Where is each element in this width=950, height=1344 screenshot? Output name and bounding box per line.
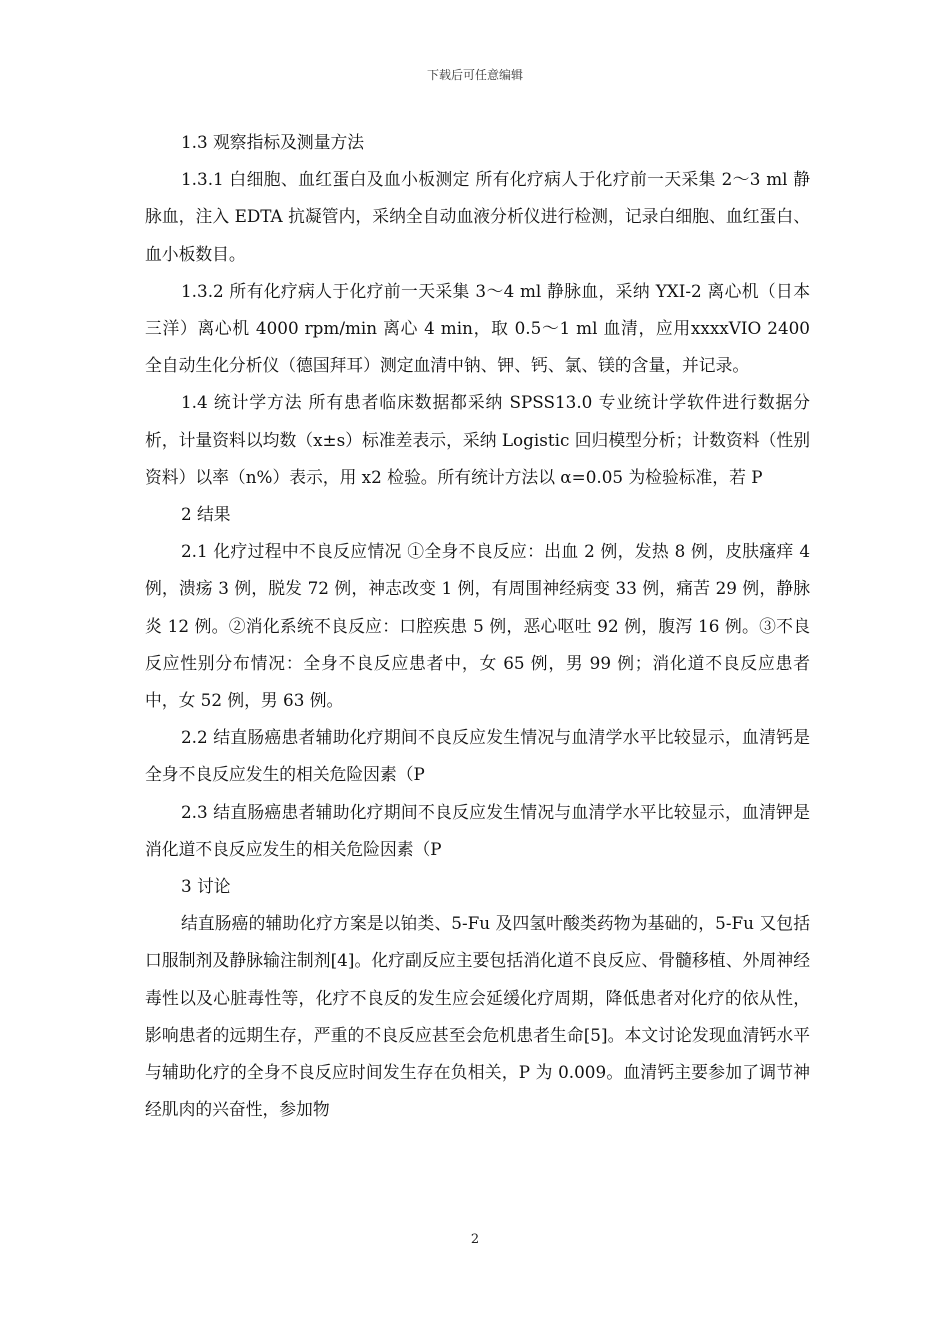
document-body [145,124,810,1128]
section-heading-3: 3 讨论 [181,876,231,897]
page-header: 下载后可任意编辑 [426,68,523,82]
paragraph-2-3: 2.3 结直肠癌患者辅助化疗期间不良反应发生情况与血清学水平比较显示，血清钾是消化道不良反应发生的相关危险因素（P [145,801,810,859]
paragraph-2-1: 2.1 化疗过程中不良反应情况 ①全身不良反应：出血 2 例，发热 8 例，皮肤瘙痒 4 例，溃疡 3 例，脱发 72 例，神志改变 1 例，有周围神经病变 33 例，痛苦 29 例，静脉炎 12 例。②消化系统不良反应：口腔疾患 5 例，恶心呕吐 92 例，腹泻 16 例。③不良反应性别分布情况：全身不良反应患者中，女 65 例，男 99 例；消化道不良反应患者中，女 52 例，男 63 例。 [145,541,810,711]
section-heading-1-3: 1.3 观察指标及测量方法 [181,132,365,152]
paragraph-1-3-1: 1.3.1 白细胞、血红蛋白及血小板测定 所有化疗病人于化疗前一天采集 2～3 ml 静脉血，注入 EDTA 抗凝管内，采纳全自动血液分析仪进行检测，记录白细胞、血红蛋白、血小板数目。 [145,169,810,264]
paragraph-1-3-2: 1.3.2 所有化疗病人于化疗前一天采集 3～4 ml 静脉血，采纳 YXI-2 离心机（日本三洋）离心机 4000 rpm/min 离心 4 min，取 0.5～1 ml 血清，应用xxxxVIO 2400 全自动生化分析仪（德国拜耳）测定血清中钠、钾、钙、氯、镁的含量，并记录。 [145,280,810,376]
paragraph-1-4: 1.4 统计学方法 所有患者临床数据都采纳 SPSS13.0 专业统计学软件进行数据分析，计量资料以均数（x±s）标准差表示，采纳 Logistic 回归模型分析；计数资料（性别资料）以率（n%）表示，用 x2 检验。所有统计方法以 α=0.05 为检验标准，若 P [145,392,810,487]
section-heading-2: 2 结果 [181,504,231,525]
paragraph-discussion: 结直肠癌的辅助化疗方案是以铂类、5-Fu 及四氢叶酸类药物为基础的，5-Fu 又包括口服制剂及静脉输注制剂[4]。化疗副反应主要包括消化道不良反应、骨髓移植、外周神经毒性以及心脏毒性等，化疗不良反的发生应会延缓化疗周期，降低患者对化疗的依从性，影响患者的远期生存，严重的不良反应甚至会危机患者生命[5]。本文讨论发现血清钙水平与辅助化疗的全身不良反应时间发生存在负相关，P 为 0.009。血清钙主要参加了调节神经肌肉的兴奋性，参加物 [145,913,810,1120]
paragraph-2-2: 2.2 结直肠癌患者辅助化疗期间不良反应发生情况与血清学水平比较显示，血清钙是全身不良反应发生的相关危险因素（P [145,727,810,785]
page-number: 2 [470,1232,480,1247]
